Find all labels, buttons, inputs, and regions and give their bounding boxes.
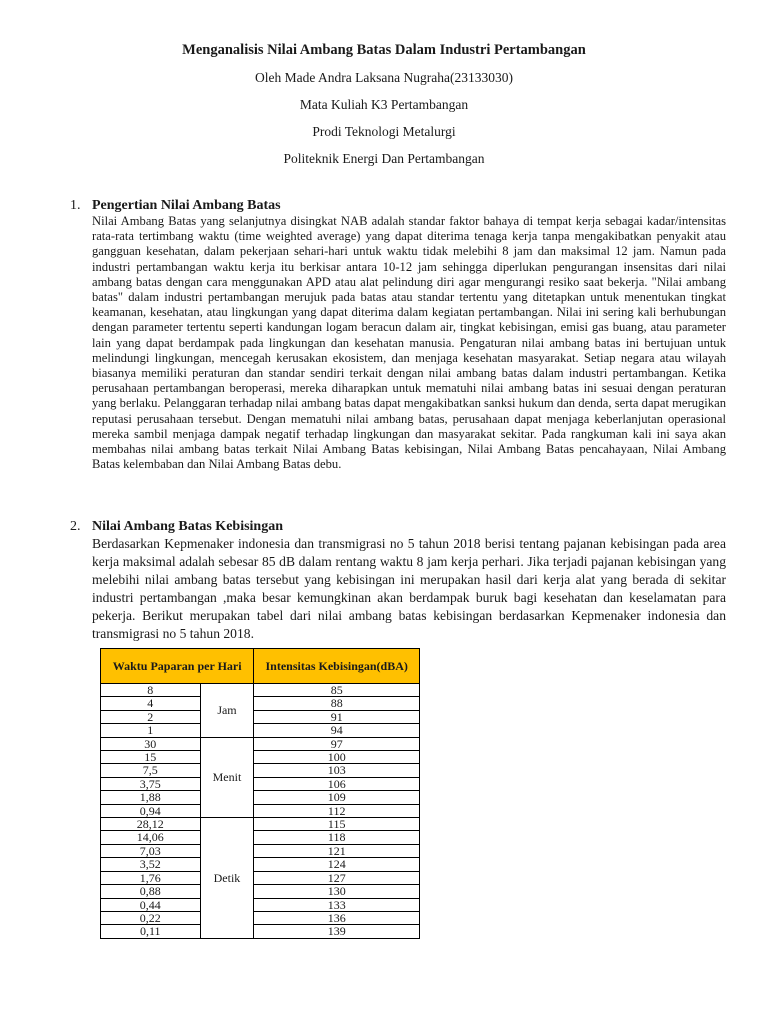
section-2 — [70, 518, 726, 643]
exposure-time-cell: 30 — [101, 737, 201, 750]
noise-intensity-cell: 118 — [254, 831, 420, 844]
time-unit-cell: Menit — [200, 737, 254, 817]
noise-intensity-cell: 121 — [254, 844, 420, 857]
table-row — [101, 911, 420, 924]
noise-intensity-cell: 127 — [254, 871, 420, 884]
noise-intensity-cell: 124 — [254, 858, 420, 871]
noise-intensity-cell: 136 — [254, 911, 420, 924]
noise-intensity-cell: 109 — [254, 791, 420, 804]
section-body: Berdasarkan Kepmenaker indonesia dan transmigrasi no 5 tahun 2018 berisi tentang pajanan kebisingan pada area kerja maksimal adalah sebesar 85 dB dalam rentang waktu 8 jam kerja perhari. Jika terjadi pajanan kebisingan yang melebihi nilai ambang batas tersebut yang kebisingan ini merupakan hasil dari kerja alat yang berada di sekitar industri pertambangan ,maka besar kemungkinan akan berdampak buruk bagi kesehatan dan keselamatan para pekerja. Berikut merupakan tabel dari nilai ambang batas kebisingan berdasarkan Kepmenaker indonesia dan transmigrasi no 5 tahun 2018. — [92, 536, 726, 641]
exposure-time-cell: 0,94 — [101, 804, 201, 817]
exposure-time-cell: 8 — [101, 684, 201, 697]
institution-line: Politeknik Energi Dan Pertambangan — [283, 151, 485, 166]
time-unit-cell: Jam — [200, 684, 254, 738]
table-row — [101, 925, 420, 938]
table-row — [101, 898, 420, 911]
table-row — [101, 710, 420, 723]
exposure-time-cell: 7,5 — [101, 764, 201, 777]
table-row — [101, 831, 420, 844]
exposure-time-cell: 3,52 — [101, 858, 201, 871]
table-header-row — [101, 649, 420, 684]
table-row — [101, 697, 420, 710]
time-unit-cell: Detik — [200, 818, 254, 939]
exposure-time-cell: 3,75 — [101, 777, 201, 790]
noise-intensity-cell: 88 — [254, 697, 420, 710]
exposure-time-cell: 0,44 — [101, 898, 201, 911]
noise-intensity-cell: 85 — [254, 684, 420, 697]
author-line: Oleh Made Andra Laksana Nugraha(23133030) — [255, 70, 513, 85]
exposure-time-cell: 7,03 — [101, 844, 201, 857]
program-line: Prodi Teknologi Metalurgi — [312, 124, 456, 139]
document-title: Menganalisis Nilai Ambang Batas Dalam Industri Pertambangan — [182, 42, 586, 58]
noise-intensity-cell: 103 — [254, 764, 420, 777]
table-row — [101, 737, 420, 750]
table-row — [101, 764, 420, 777]
noise-intensity-cell: 139 — [254, 925, 420, 938]
table-row — [101, 844, 420, 857]
exposure-time-cell: 1 — [101, 724, 201, 737]
section-heading — [70, 518, 726, 535]
table-row — [101, 858, 420, 871]
table-row — [101, 684, 420, 697]
exposure-time-cell: 28,12 — [101, 818, 201, 831]
exposure-time-cell: 0,22 — [101, 911, 201, 924]
section-title: Pengertian Nilai Ambang Batas — [92, 198, 281, 213]
section-body: Nilai Ambang Batas yang selanjutnya disingkat NAB adalah standar faktor bahaya di tempat kerja sebagai kadar/intensitas rata-rata tertimbang waktu (time weighted average) yang dapat diterima tenaga kerja tanpa mengakibatkan penyakit atau gangguan kesehatan, dalam pekerjaan sehari-hari untuk waktu tidak melebihi 8 jam dan maksimal 12 jam. Namun pada industri pertambangan waktu kerja itu berkisar antara 10-12 jam sehingga diperlukan pengurangan insensitas dari nilai ambang batas dengan cara menggunakan APD atau alat pelindung diri agar mengurangi resiko saat bekerja. "Nilai ambang batas" dalam industri pertambangan merujuk pada batas atau standar tertentu yang ditetapkan untuk menentukan tingkat keamanan, kesehatan, atau lingkungan yang dapat diterima dalam kegiatan pertambangan. Nilai ini sering kali berhubungan dengan parameter tertentu seperti kandungan logam beracun dalam air, tingkat kebisingan, emisi gas buang, atau parameter lain yang dapat berdampak pada lingkungan dan kesehatan manusia. Pengaturan nilai ambang batas ini bertujuan untuk melindungi lingkungan, mencegah kerusakan ekosistem, dan menjaga kesehatan masyarakat. Setiap negara atau wilayah biasanya memiliki peraturan dan standar sendiri terkait dengan nilai ambang batas dalam industri pertambangan. Ketika perusahaan pertambangan beroperasi, mereka diharapkan untuk mematuhi nilai ambang batas ini sesuai dengan peraturan yang berlaku. Pelanggaran terhadap nilai ambang batas dapat mengakibatkan sanksi hukum dan denda, serta dapat merugikan reputasi perusahaan tersebut. Dengan mematuhi nilai ambang batas, perusahaan dapat menjaga keberlanjutan operasional mereka sambil menjaga dampak negatif terhadap lingkungan dan masyarakat sekitar. Pada rangkuman kali ini saya akan membahas nilai ambang batas terkait Nilai Ambang Batas kebisingan, Nilai Ambang Batas pencahayaan, Nilai Ambang Batas kelembaban dan Nilai Ambang Batas debu. — [92, 214, 726, 472]
table-row — [101, 791, 420, 804]
exposure-time-cell: 4 — [101, 697, 201, 710]
exposure-time-cell: 0,11 — [101, 925, 201, 938]
header-exposure-time: Waktu Paparan per Hari — [101, 649, 254, 684]
title-block — [0, 42, 768, 178]
exposure-time-cell: 14,06 — [101, 831, 201, 844]
noise-intensity-cell: 91 — [254, 710, 420, 723]
table-row — [101, 885, 420, 898]
exposure-time-cell: 0,88 — [101, 885, 201, 898]
noise-intensity-cell: 112 — [254, 804, 420, 817]
section-title: Nilai Ambang Batas Kebisingan — [92, 519, 283, 534]
noise-intensity-cell: 115 — [254, 818, 420, 831]
section-1 — [70, 197, 726, 472]
section-heading — [70, 197, 726, 214]
exposure-time-cell: 1,88 — [101, 791, 201, 804]
table-row — [101, 751, 420, 764]
table-row — [101, 818, 420, 831]
noise-intensity-cell: 94 — [254, 724, 420, 737]
noise-intensity-cell: 106 — [254, 777, 420, 790]
noise-intensity-cell: 100 — [254, 751, 420, 764]
exposure-time-cell: 15 — [101, 751, 201, 764]
course-line: Mata Kuliah K3 Pertambangan — [299, 97, 469, 112]
table-body — [101, 684, 420, 939]
table-row — [101, 724, 420, 737]
section-number: 1. — [70, 198, 81, 213]
noise-intensity-cell: 97 — [254, 737, 420, 750]
header-noise-intensity: Intensitas Kebisingan(dBA) — [254, 649, 420, 684]
table-row — [101, 871, 420, 884]
section-number: 2. — [70, 519, 81, 534]
table-row — [101, 804, 420, 817]
noise-intensity-cell: 133 — [254, 898, 420, 911]
noise-threshold-table — [100, 648, 420, 939]
table-row — [101, 777, 420, 790]
noise-intensity-cell: 130 — [254, 885, 420, 898]
exposure-time-cell: 2 — [101, 710, 201, 723]
exposure-time-cell: 1,76 — [101, 871, 201, 884]
